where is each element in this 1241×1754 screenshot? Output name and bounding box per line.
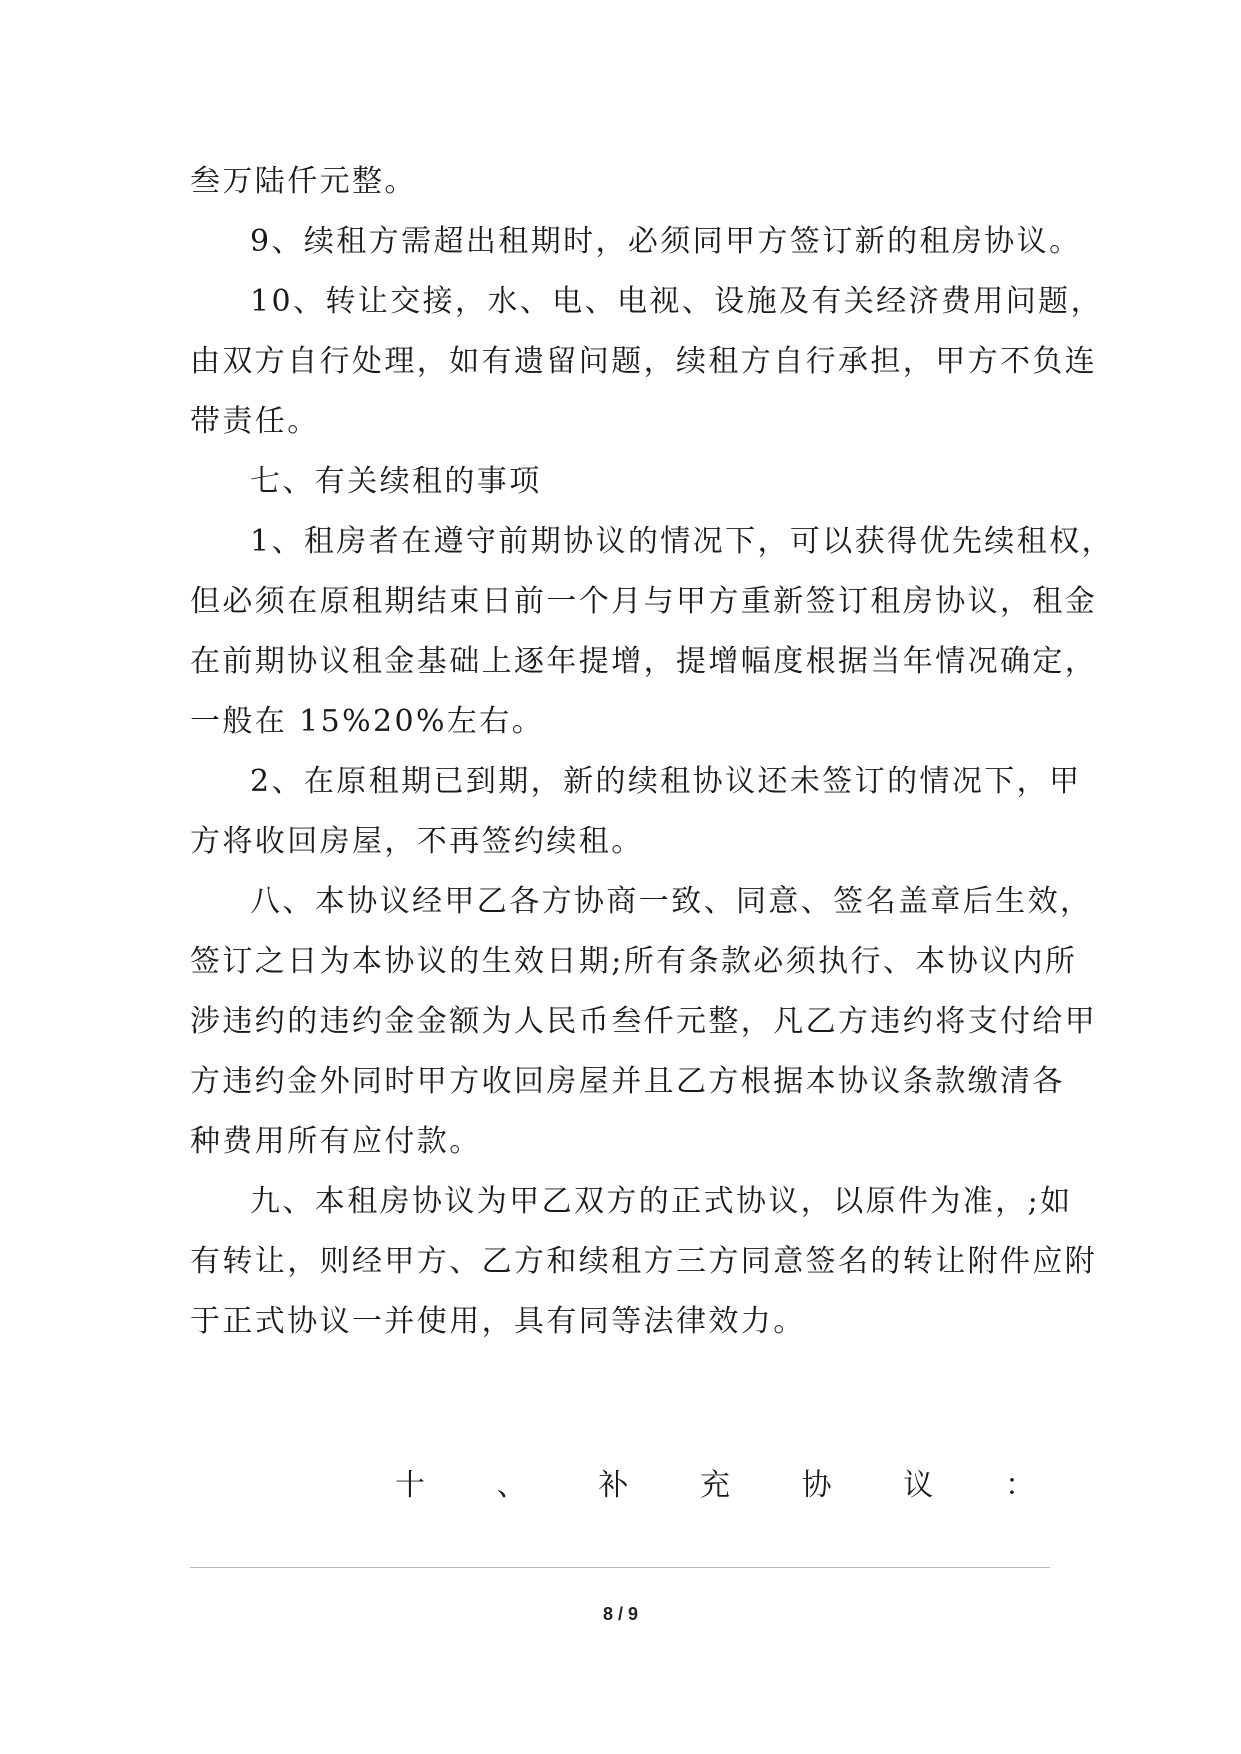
heading-char: 充 xyxy=(699,1468,730,1503)
text-line: 方将收回房屋，不再签约续租。 xyxy=(190,824,644,859)
text-line: 一般在 15%20%左右。 xyxy=(190,704,545,739)
text-line: 涉违约的违约金金额为人民币叁仟元整，凡乙方违约将支付给甲 xyxy=(190,1004,1098,1039)
text-line: 签订之日为本协议的生效日期;所有条款必须执行、本协议内所 xyxy=(190,944,1078,979)
text-line: 九、本租房协议为甲乙双方的正式协议，以原件为准，;如 xyxy=(250,1184,1073,1219)
text-line: 在前期协议租金基础上逐年提增，提增幅度根据当年情况确定， xyxy=(190,644,1098,679)
text-line: 叁万陆仟元整。 xyxy=(190,164,417,199)
heading-char: 协 xyxy=(801,1468,832,1503)
text-line: 方违约金外同时甲方收回房屋并且乙方根据本协议条款缴清各 xyxy=(190,1064,1065,1099)
blank-fill-line xyxy=(190,1567,1050,1568)
text-line: 1、租房者在遵守前期协议的情况下，可以获得优先续租权， xyxy=(250,524,1114,559)
text-line: 9、续租方需超出租期时，必须同甲方签订新的租房协议。 xyxy=(250,224,1082,259)
heading-char: 补 xyxy=(598,1468,629,1503)
text-line: 于正式协议一并使用，具有同等法律效力。 xyxy=(190,1304,806,1339)
supplementary-agreement-heading xyxy=(395,1466,1035,1506)
heading-char: 、 xyxy=(496,1468,527,1503)
section-heading: 七、有关续租的事项 xyxy=(250,464,542,499)
heading-char: ： xyxy=(1004,1468,1035,1503)
text-line: 2、在原租期已到期，新的续租协议还未签订的情况下，甲 xyxy=(250,764,1082,799)
text-line: 八、本协议经甲乙各方协商一致、同意、签名盖章后生效， xyxy=(250,884,1093,919)
heading-char: 十 xyxy=(395,1468,425,1503)
heading-char: 议 xyxy=(903,1468,934,1503)
text-line: 带责任。 xyxy=(190,404,320,439)
text-line: 有转让，则经甲方、乙方和续租方三方同意签名的转让附件应附 xyxy=(190,1244,1098,1279)
text-line: 10、转让交接，水、电、电视、设施及有关经济费用问题， xyxy=(250,284,1103,319)
text-line: 由双方自行处理，如有遗留问题，续租方自行承担，甲方不负连 xyxy=(190,344,1098,379)
page-number: 8 / 9 xyxy=(602,1604,639,1624)
text-line: 但必须在原租期结束日前一个月与甲方重新签订租房协议，租金 xyxy=(190,584,1098,619)
text-line: 种费用所有应付款。 xyxy=(190,1124,482,1159)
